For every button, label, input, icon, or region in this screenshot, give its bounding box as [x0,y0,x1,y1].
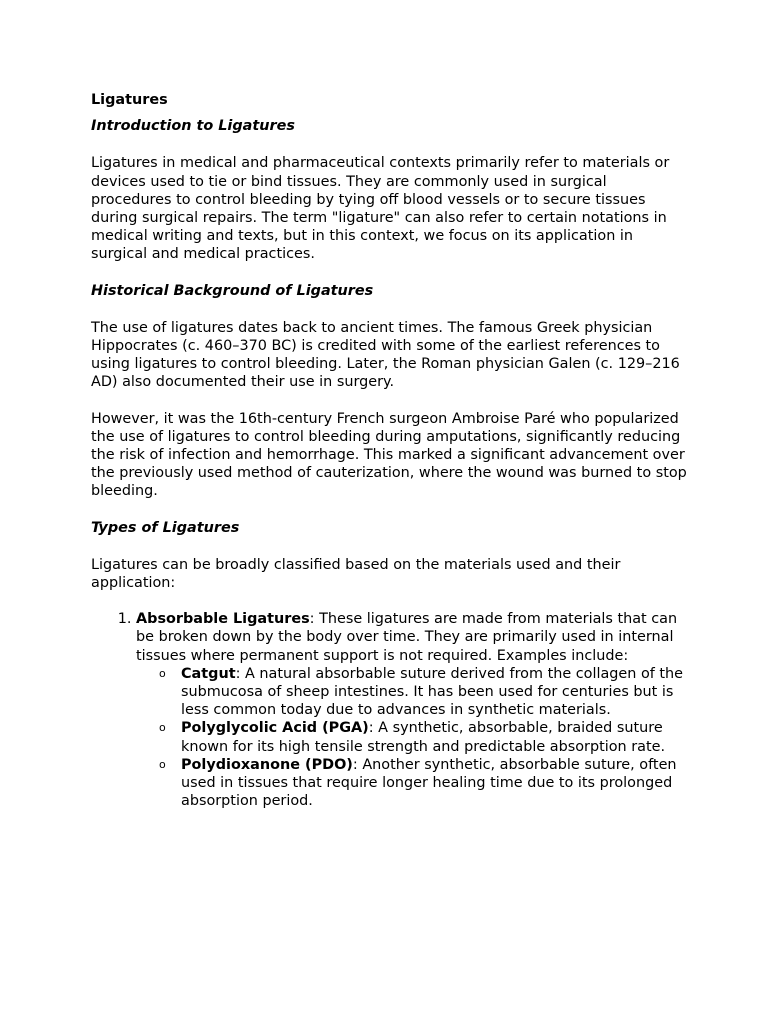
document-page [91,91,691,811]
document-title: Ligatures [91,92,168,108]
intro-paragraph: Ligatures in medical and pharmaceutical contexts primarily refer to materials or devices used to tie or bind tissues. They are commonly used in surgical procedures to control bleeding by tying off blood vessels or to secure tissues during surgical repairs. The term "ligature" can also refer to certain notations in medical writing and texts, but in this context, we focus on its application in surgical and medical practices. [91,155,670,263]
types-intro-paragraph: Ligatures can be broadly classified based on the materials used and their application: [91,556,621,592]
example-term: Polydioxanone (PDO) [181,756,353,773]
intro-heading: Introduction to Ligatures [91,118,295,135]
bullet-icon: o [159,757,166,771]
example-description: : A synthetic, absorbable, braided suture known for its high tensile strength and predictable absorption rate. [181,720,666,755]
types-heading: Types of Ligatures [91,519,240,536]
example-description: : Another synthetic, absorbable suture, often used in tissues that require longer healing time due to its prolonged absorption period. [181,756,677,810]
history-heading: Historical Background of Ligatures [91,282,374,299]
list-item-absorbable [136,610,691,810]
bullet-icon: o [159,721,166,735]
examples-list [136,665,691,811]
example-term: Polyglycolic Acid (PGA) [181,720,369,737]
types-list [91,610,691,810]
history-paragraph-1: The use of ligatures dates back to ancient times. The famous Greek physician Hippocrates (c. 460–370 BC) is credited with some of the earliest references to using ligatures to control bleeding. Later, the Roman physician Galen (c. 129–216 AD) also documented their use in surgery. [91,319,680,391]
bullet-icon: o [159,666,166,680]
list-item-description: : These ligatures are made from materials that can be broken down by the body over time. They are primarily used in internal tissues where permanent support is not required. Examples include: [136,611,678,664]
example-item-pdo [159,756,691,811]
example-item-pga [159,719,691,755]
example-term: Catgut [181,665,236,682]
example-description: : A natural absorbable suture derived from the collagen of the submucosa of sheep intestines. It has been used for centuries but is less common today due to advances in synthetic materials. [181,665,684,719]
history-paragraph-2: However, it was the 16th-century French surgeon Ambroise Paré who popularized the use of ligatures to control bleeding during amputations, significantly reducing the risk of infection and hemorrhage. This marked a significant advancement over the previously used method of cauterization, where the wound was burned to stop bleeding. [91,410,687,500]
example-item-catgut [159,665,691,720]
list-item-term: Absorbable Ligatures [136,611,310,628]
